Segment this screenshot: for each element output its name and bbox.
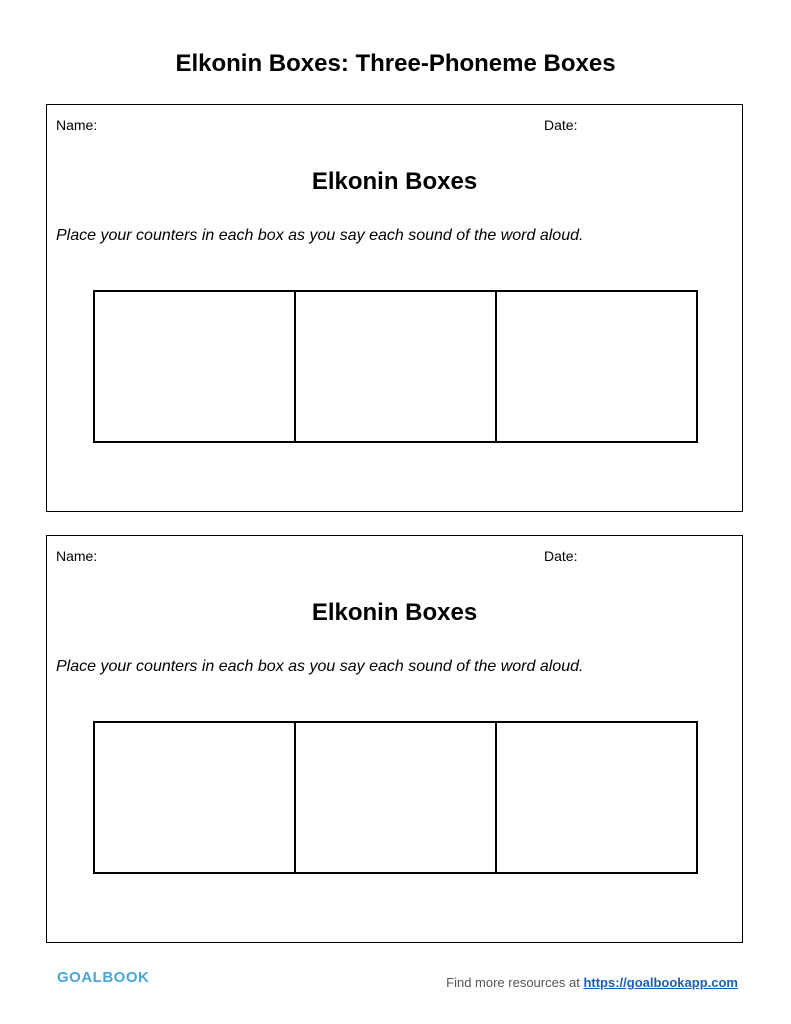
goalbook-logo: GOALBOOK [57, 969, 150, 986]
phoneme-box-1 [95, 723, 294, 872]
phoneme-box-1 [95, 292, 294, 441]
elkonin-boxes [93, 721, 698, 874]
phoneme-box-3 [495, 723, 696, 872]
worksheet-card [46, 535, 743, 943]
name-label: Name: [56, 548, 98, 564]
elkonin-boxes [93, 290, 698, 443]
goalbook-link[interactable]: https://goalbookapp.com [583, 975, 738, 990]
footer-text: Find more resources at [446, 975, 580, 990]
worksheet-card [46, 104, 743, 512]
phoneme-box-3 [495, 292, 696, 441]
instructions: Place your counters in each box as you say each sound of the word aloud. [56, 658, 584, 675]
instructions: Place your counters in each box as you say each sound of the word aloud. [56, 227, 584, 244]
date-label: Date: [544, 548, 578, 564]
footer-resources [446, 975, 738, 990]
date-label: Date: [544, 117, 578, 133]
worksheet-title: Elkonin Boxes [311, 168, 478, 195]
phoneme-box-2 [294, 292, 495, 441]
name-label: Name: [56, 117, 98, 133]
worksheet-title: Elkonin Boxes [311, 599, 478, 626]
page-title: Elkonin Boxes: Three-Phoneme Boxes [175, 50, 616, 77]
phoneme-box-2 [294, 723, 495, 872]
